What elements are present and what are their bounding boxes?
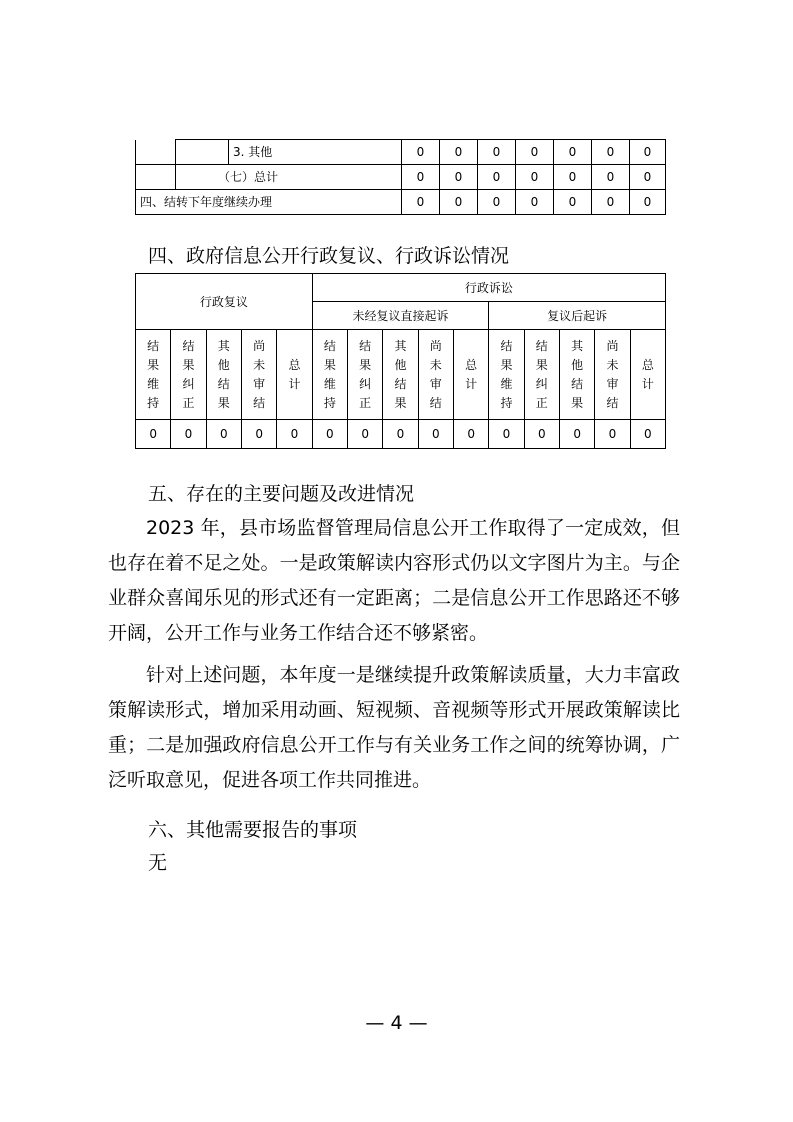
column-header: 结果维持	[323, 338, 336, 410]
table-row: 0 0 0 0 0 0 0 0 0 0 0 0 0 0 0	[136, 420, 666, 449]
table-row	[136, 274, 666, 302]
body-paragraph: 针对上述问题，本年度一是继续提升政策解读质量，大力丰富政策解读形式，增加采用动画、短视频、音视频等形式开展政策解读比重；二是加强政府信息公开工作与有关业务工作之间的统筹协调，广泛听取意见，促进各项工作共同推进。	[108, 664, 680, 791]
body-paragraph: 2023 年，县市场监督管理局信息公开工作取得了一定成效，但也存在着不足之处。一是政策解读内容形式仍以文字图片为主。与企业群众喜闻乐见的形式还有一定距离；二是信息公开工作思路还不够开阔，公开工作与业务工作结合还不够紧密。	[108, 517, 680, 644]
column-header: 总计	[641, 357, 654, 391]
after-review-header: 复议后起诉	[489, 302, 666, 330]
page-number: — 4 —	[365, 1012, 428, 1034]
table-row: 3. 其他 0 0 0 0 0 0 0	[136, 140, 666, 165]
litigation-header: 行政诉讼	[312, 274, 665, 302]
section-heading: 四、政府信息公开行政复议、行政诉讼情况	[148, 245, 510, 267]
row-label: 3. 其他	[229, 140, 402, 165]
column-header: 尚未审结	[429, 338, 442, 410]
section-heading: 六、其他需要报告的事项	[148, 819, 358, 841]
column-header: 其他结果	[217, 338, 230, 410]
column-header: 其他结果	[394, 338, 407, 410]
direct-suit-header: 未经复议直接起诉	[312, 302, 489, 330]
review-litigation-table	[135, 273, 666, 449]
table-row: （七）总计 0 0 0 0 0 0 0	[136, 165, 666, 190]
column-header: 总计	[465, 357, 478, 391]
review-header: 行政复议	[136, 274, 313, 330]
row-label: 四、结转下年度继续办理	[136, 190, 402, 215]
disclosure-stats-table-continued	[135, 139, 666, 215]
column-header: 尚未审结	[606, 338, 619, 410]
table-row: 四、结转下年度继续办理 0 0 0 0 0 0 0	[136, 190, 666, 215]
column-header: 结果纠正	[535, 338, 548, 410]
column-header: 其他结果	[571, 338, 584, 410]
column-header: 尚未审结	[253, 338, 266, 410]
column-header: 结果维持	[147, 338, 160, 410]
body-paragraph: 无	[148, 852, 168, 874]
column-header: 结果纠正	[359, 338, 372, 410]
table-row	[136, 330, 666, 420]
column-header: 总计	[288, 357, 301, 391]
row-label: （七）总计	[176, 165, 402, 190]
column-header: 结果纠正	[182, 338, 195, 410]
section-heading: 五、存在的主要问题及改进情况	[148, 483, 415, 505]
column-header: 结果维持	[500, 338, 513, 410]
